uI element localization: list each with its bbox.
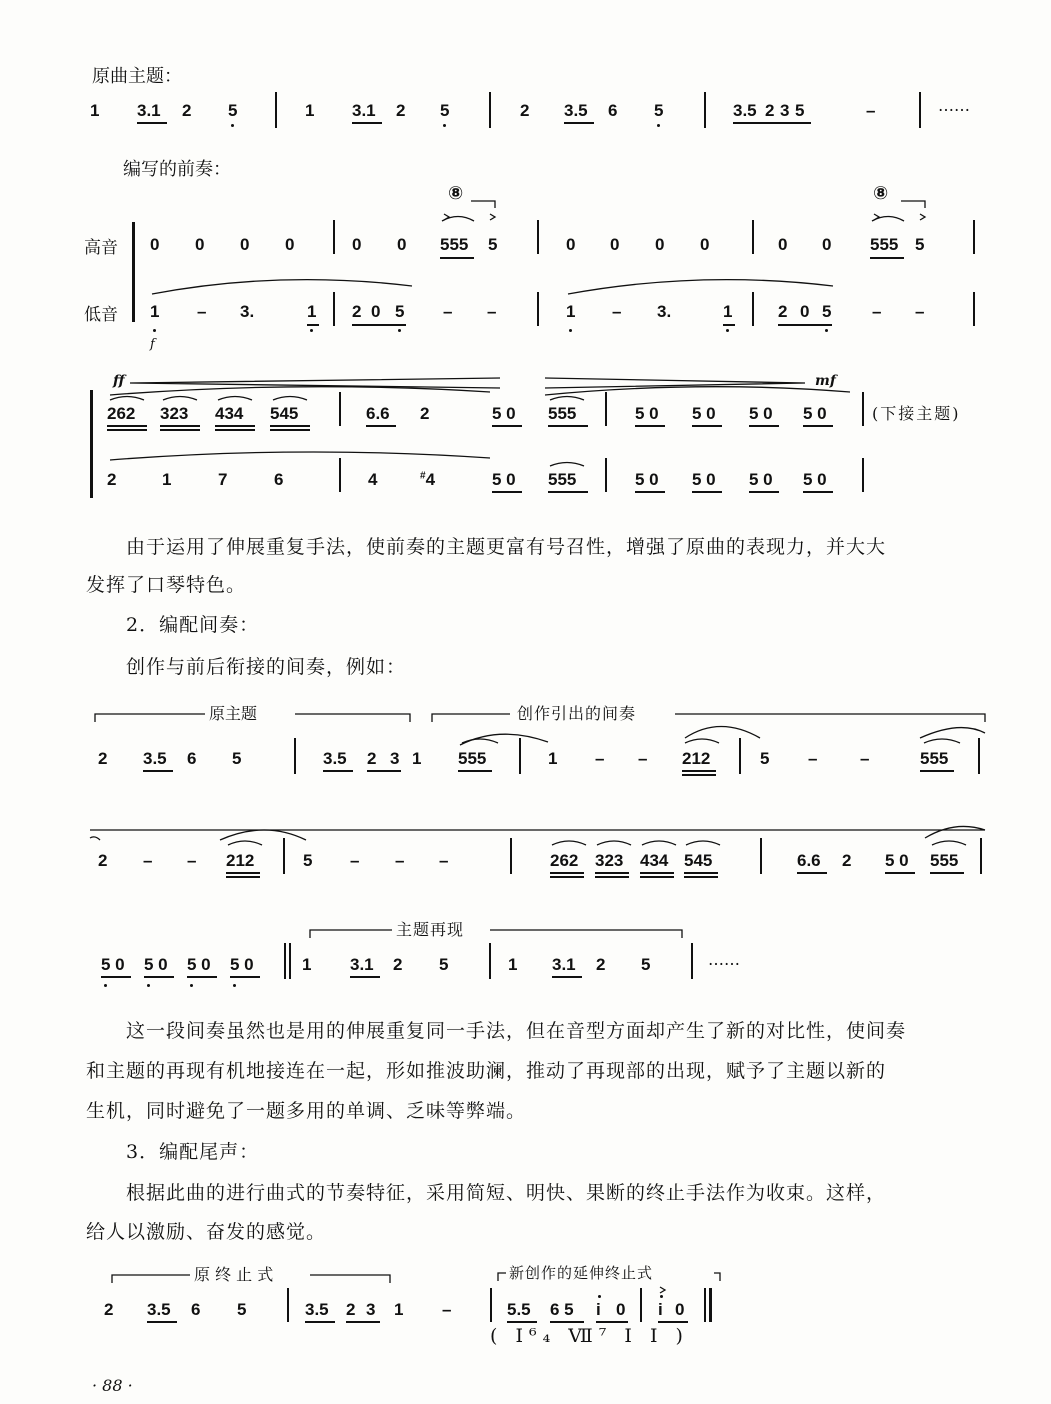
part-high-label: 高音: [84, 238, 118, 258]
dynamic-f: f: [150, 337, 155, 352]
paragraph-1-line-2: 发挥了口琴特色。: [86, 574, 247, 596]
dynamic-mf: mf: [815, 373, 836, 389]
dynamic-ff: ff: [113, 373, 125, 389]
item-2-heading: 2．编配间奏：: [126, 614, 260, 636]
paragraph-2-line-2: 和主题的再现有机地接连在一起，形如推波助澜，推动了再现部的出现，赋予了主题以新的: [86, 1060, 887, 1082]
paragraph-3-line-2: 给人以激励、奋发的感觉。: [86, 1221, 327, 1243]
label-created-interlude: 创作引出的间奏: [513, 701, 640, 724]
fermata-8-marking-2: ⑧: [873, 183, 889, 203]
item-2-intro: 创作与前后衔接的间奏，例如：: [126, 656, 407, 678]
label-new-cadence: 新创作的延伸终止式: [506, 1262, 656, 1283]
reprise-ellipsis: ……: [708, 950, 740, 969]
paragraph-3-line-1: 根据此曲的进行曲式的节奏特征，采用简短、明快、果断的终止手法作为收束。这样，: [126, 1182, 887, 1204]
ellipsis: ……: [938, 96, 970, 115]
page-number: · 88 ·: [92, 1376, 133, 1395]
paragraph-1-line-1: 由于运用了伸展重复手法，使前奏的主题更富有号召性，增强了原曲的表现力，并大大: [126, 536, 887, 558]
item-3-heading: 3．编配尾声：: [126, 1141, 260, 1163]
label-original-theme: 原主题: [205, 701, 261, 724]
label-theme-reprise: 主题再现: [392, 917, 468, 940]
harmony-analysis: ( Ⅰ⁶₄ Ⅶ⁷ Ⅰ Ⅰ ): [490, 1325, 689, 1347]
original-theme-label: 原曲主题：: [92, 66, 182, 87]
part-low-label: 低音: [84, 305, 118, 325]
label-original-cadence: 原 终 止 式: [190, 1262, 277, 1285]
fermata-8-marking-1: ⑧: [448, 183, 464, 203]
continue-theme-note: (下接主题): [872, 404, 961, 423]
prelude-label: 编写的前奏：: [123, 159, 231, 180]
paragraph-2-line-1: 这一段间奏虽然也是用的伸展重复同一手法，但在音型方面却产生了新的对比性，使间奏: [126, 1020, 907, 1042]
paragraph-2-line-3: 生机，同时避免了一题多用的单调、乏味等弊端。: [86, 1100, 527, 1122]
